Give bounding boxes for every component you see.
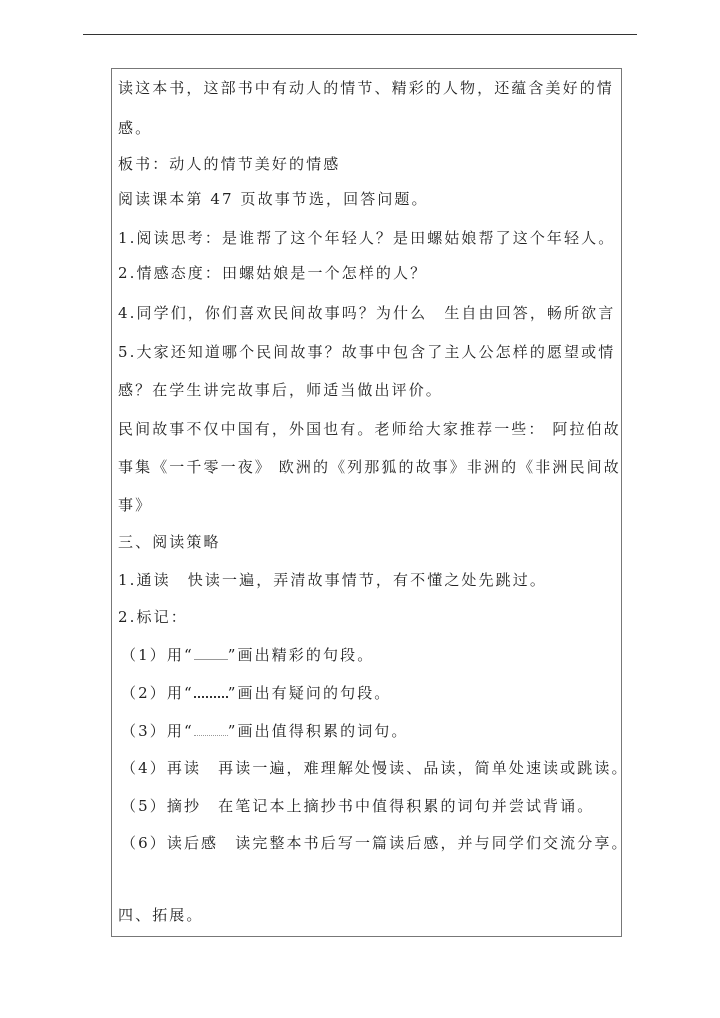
text-line: 4.同学们，你们喜欢民间故事吗？为什么 生自由回答，畅所欲言 xyxy=(118,304,616,322)
mark-prefix: （1）用“ xyxy=(121,646,194,664)
mark-suffix: ”画出值得积累的词句。 xyxy=(227,722,409,740)
straight-underline-sample xyxy=(194,647,228,660)
step-item: （6）读后感 读完整本书后写一篇读后感，并与同学们交流分享。 xyxy=(121,834,629,852)
text-line: 事集《一千零一夜》 欧洲的《列那狐的故事》非洲的《非洲民间故 xyxy=(118,458,621,476)
text-line: 2.情感态度：田螺姑娘是一个怎样的人？ xyxy=(118,264,428,282)
mark-prefix: （2）用“ xyxy=(121,684,194,702)
mark-item xyxy=(121,721,409,741)
text-line: 2.标记： xyxy=(118,608,188,626)
wavy-underline-sample xyxy=(194,684,228,698)
step-item: （4）再读 再读一遍，难理解处慢读、品读，简单处速读或跳读。 xyxy=(121,759,629,777)
mark-item xyxy=(121,645,374,665)
text-line: 5.大家还知道哪个民间故事？故事中包含了主人公怎样的愿望或情 xyxy=(118,343,616,361)
section-heading: 三、阅读策略 xyxy=(118,533,221,551)
text-line: 感。 xyxy=(118,119,153,137)
text-line: 读这本书，这部书中有动人的情节、精彩的人物，还蕴含美好的情 xyxy=(118,79,614,97)
mark-suffix: ”画出精彩的句段。 xyxy=(227,646,375,664)
text-line: 民间故事不仅中国有，外国也有。老师给大家推荐一些： 阿拉伯故 xyxy=(118,420,621,438)
text-line: 阅读课本第 47 页故事节选，回答问题。 xyxy=(118,190,429,208)
text-line: 事》 xyxy=(118,496,153,514)
header-rule xyxy=(83,34,637,35)
step-item: （5）摘抄 在笔记本上摘抄书中值得积累的词句并尝试背诵。 xyxy=(121,797,595,815)
mark-suffix: ”画出有疑问的句段。 xyxy=(227,684,392,702)
dotted-underline-sample xyxy=(194,723,228,736)
text-line: 板书：动人的情节美好的情感 xyxy=(118,155,341,173)
text-line: 1.阅读思考：是谁帮了这个年轻人？是田螺姑娘帮了这个年轻人。 xyxy=(118,229,616,247)
section-heading: 四、拓展。 xyxy=(118,906,204,924)
text-line: 感？在学生讲完故事后，师适当做出评价。 xyxy=(118,381,443,399)
text-line: 1.通读 快读一遍，弄清故事情节，有不懂之处先跳过。 xyxy=(118,571,547,589)
mark-prefix: （3）用“ xyxy=(121,722,194,740)
mark-item xyxy=(121,683,391,703)
